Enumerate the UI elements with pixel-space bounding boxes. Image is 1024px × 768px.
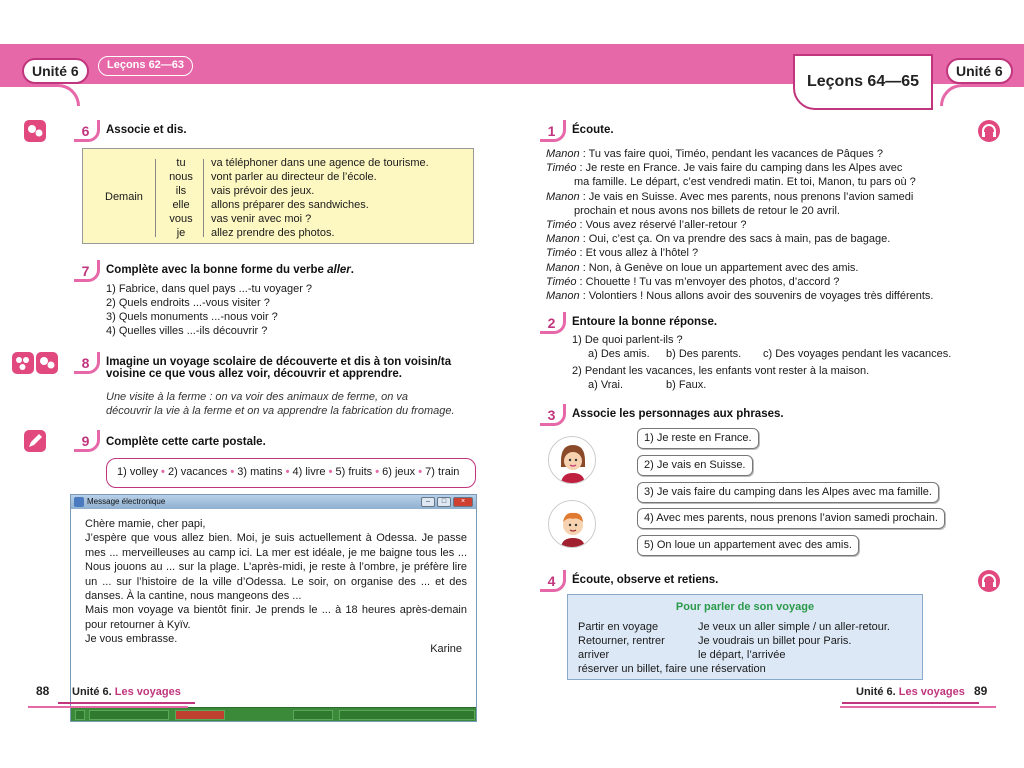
- headphones-icon: [978, 120, 1000, 142]
- demain-label: Demain: [105, 191, 143, 203]
- phrase-card[interactable]: 4) Avec mes parents, nous prenons l’avion samedi prochain.: [637, 508, 945, 529]
- status-cell: [89, 710, 169, 720]
- dialogue-line: [546, 190, 946, 204]
- exercise-4-number: 4: [540, 570, 566, 592]
- bullet: •: [375, 466, 380, 478]
- utterance: : Et vous allez à l’hôtel ?: [576, 247, 699, 260]
- maximize-icon: □: [437, 497, 451, 507]
- exercise-6-number: 6: [74, 120, 100, 142]
- word: 2) vacances: [167, 466, 228, 478]
- exercise-8-title-line: Imagine un voyage scolaire de découverte et dis à ton voisin/ta: [106, 356, 452, 368]
- exercise-6-title: Associe et dis.: [106, 124, 187, 136]
- email-titlebar: [71, 495, 476, 509]
- pronoun: tu: [176, 157, 186, 169]
- dialogue-line: [546, 175, 946, 189]
- dialogue-line: [546, 218, 946, 232]
- exercise-2-q1-option: a) Des amis.: [588, 348, 650, 360]
- footer-unit-left: [58, 682, 195, 704]
- status-cell: [75, 710, 85, 720]
- phrase-card[interactable]: 5) On loue un appartement avec des amis.: [637, 535, 859, 556]
- page-number-right: 89: [974, 684, 988, 698]
- utterance: : Oui, c’est ça. On va prendre des sacs à main, pas de bagage.: [579, 233, 891, 246]
- exercise-7-title-prefix: Complète avec la bonne forme du verbe: [106, 264, 328, 276]
- status-cell: [339, 710, 475, 720]
- email-signature: Karine: [430, 643, 462, 655]
- example-line: Une visite à la ferme : on va voir des animaux de ferme, on va: [106, 391, 409, 403]
- exercise-8-title: [106, 356, 451, 380]
- footer-unit-title: Les voyages: [114, 686, 181, 698]
- exercise-9-number: 9: [74, 430, 100, 452]
- word: 5) fruits: [335, 466, 373, 478]
- exercise-3-number: 3: [540, 404, 566, 426]
- close-icon: ×: [453, 497, 473, 507]
- headphones-icon: [978, 570, 1000, 592]
- exercise-2-q2-option: a) Vrai.: [588, 379, 624, 391]
- exercise-7-number: 7: [74, 260, 100, 282]
- pronoun: nous: [169, 171, 193, 183]
- phrase: allez prendre des photos.: [211, 227, 335, 239]
- dialogue-line: [546, 289, 946, 303]
- unit-tab-left: Unité 6: [22, 58, 89, 84]
- header-curve-left: [0, 84, 80, 106]
- vocab-item: réserver un billet, faire une réservation: [578, 663, 766, 675]
- email-line: Mais mon voyage va bientôt finir. Je prends le ... à 18 heures après-demain pour retourner à Kyïv.: [85, 604, 467, 631]
- lessons-current-title: Leçons 64—65: [793, 54, 933, 110]
- exercise-2-q1-option: b) Des parents.: [666, 348, 742, 360]
- word-bank: [106, 458, 476, 488]
- exercise-2-q2-option: b) Faux.: [666, 379, 707, 391]
- mail-app-icon: [74, 497, 84, 507]
- pronoun-column: [165, 156, 197, 240]
- utterance: : Chouette ! Tu vas m’envoyer des photos, d’accord ?: [576, 275, 840, 288]
- exercise-8-example: [106, 390, 455, 418]
- exercise-7-title-suffix: .: [350, 264, 354, 276]
- footer-unit-title: Les voyages: [898, 686, 965, 698]
- word: 3) matins: [237, 466, 283, 478]
- speaker: Timéo: [546, 219, 577, 232]
- phrase: allons préparer des sandwiches.: [211, 199, 369, 211]
- dialogue-line: [546, 147, 946, 161]
- vocab-item: Je veux un aller simple / un aller-retour.: [698, 621, 890, 633]
- dialogue-line: [546, 246, 946, 260]
- exercise-7-items: [106, 282, 312, 338]
- phrase-card[interactable]: 2) Je vais en Suisse.: [637, 455, 753, 476]
- vocab-item: le départ, l’arrivée: [698, 649, 786, 661]
- status-cell: [293, 710, 333, 720]
- vocab-item: Je voudrais un billet pour Paris.: [698, 635, 852, 647]
- pronoun: vous: [169, 213, 193, 225]
- exercise-7-title-verb: aller: [327, 264, 351, 276]
- avatar-boy: [548, 500, 596, 548]
- speaker: Timéo: [546, 162, 577, 175]
- speaker: Manon: [546, 290, 580, 303]
- email-line: Je vous embrasse.: [85, 633, 178, 646]
- utterance: : Je vais en Suisse. Avec mes parents, nous prenons l’avion samedi: [579, 190, 914, 203]
- list-item: 1) Fabrice, dans quel pays ...-tu voyager ?: [106, 283, 313, 295]
- phrase: va téléphoner dans une agence de tourisme.: [211, 157, 429, 169]
- pronoun: elle: [172, 199, 190, 211]
- header-curve-right: [940, 84, 1024, 106]
- exercise-2-number: 2: [540, 312, 566, 334]
- vocabulary-box-title: Pour parler de son voyage: [675, 601, 815, 613]
- page-number-left: 88: [36, 684, 50, 698]
- speaker: Timéo: [546, 275, 577, 288]
- speaker: Manon: [546, 148, 580, 160]
- table-divider: [203, 159, 204, 237]
- email-statusbar: [71, 707, 476, 721]
- exercise-4-title: Écoute, observe et retiens.: [572, 574, 719, 586]
- bullet: •: [418, 466, 423, 478]
- list-item: 4) Quelles villes ...-ils découvrir ?: [106, 325, 268, 337]
- exercise-1-number: 1: [540, 120, 566, 142]
- vocabulary-box: [567, 594, 923, 680]
- phrase: vais prévoir des jeux.: [211, 185, 315, 197]
- phrase: vas venir avec moi ?: [211, 213, 312, 225]
- utterance: : Non, à Genève on loue un appartement avec des amis.: [579, 261, 859, 274]
- word: 1) volley: [117, 466, 158, 478]
- pencil-icon: [24, 430, 46, 452]
- utterance: : Vous avez réservé l’aller-retour ?: [576, 219, 747, 232]
- exercise-3-title: Associe les personnages aux phrases.: [572, 408, 784, 420]
- lessons-prev-tab: Leçons 62—63: [98, 56, 193, 76]
- vocabulary-col-2: [698, 620, 890, 662]
- dialogue-line: [546, 204, 946, 218]
- footer-unit-label: Unité 6.: [72, 686, 112, 698]
- email-line: J’espère que vous allez bien. Moi, je suis actuellement à Odessa. Je passe mes ... merveilleuses au camp ici. La mer est idéale, je me baigne tous les ... Nous jouons au ... sur la plage. L’après-midi, je reste à l’ombre, je préfère lire un ... sur l’histoire de la ville d’Odessa. Le soir, on organise des ... et des danses. À la cantine, nous mangeons des ...: [85, 532, 467, 603]
- pronoun: je: [176, 227, 186, 239]
- phrase: vont parler au directeur de l’école.: [211, 171, 377, 183]
- vocab-item: arriver: [578, 649, 610, 661]
- utterance: : Tu vas faire quoi, Timéo, pendant les vacances de Pâques ?: [579, 148, 883, 160]
- footer-unit-right: [842, 682, 979, 704]
- exercise-2-q1: 1) De quoi parlent-ils ?: [572, 334, 683, 346]
- bullet: •: [285, 466, 290, 478]
- word: 4) livre: [292, 466, 326, 478]
- window-controls: [421, 497, 473, 507]
- pair-talk-icon: [36, 352, 58, 374]
- footer-line-right: [840, 706, 996, 708]
- exercise-8-number: 8: [74, 352, 100, 374]
- pronoun: ils: [175, 185, 187, 197]
- bullet: •: [161, 466, 165, 478]
- exercise-2-title: Entoure la bonne réponse.: [572, 316, 718, 328]
- exercise-2-q2: 2) Pendant les vacances, les enfants vont rester à la maison.: [572, 365, 870, 377]
- bullet: •: [328, 466, 333, 478]
- phrase-card[interactable]: 1) Je reste en France.: [637, 428, 759, 449]
- utterance: : Volontiers ! Nous allons avoir des souvenirs de voyages très différents.: [579, 290, 934, 303]
- dialogue-line: [546, 232, 946, 246]
- speaker: Manon: [546, 233, 580, 246]
- status-cell: [175, 710, 225, 720]
- word: 7) train: [425, 466, 460, 478]
- vocab-item: Retourner, rentrer: [578, 635, 665, 647]
- utterance: : Je reste en France. Je vais faire du camping dans les Alpes avec: [576, 162, 903, 175]
- example-line: découvrir la vie à la ferme et on va apprendre la fabrication du fromage.: [106, 405, 455, 417]
- speaker: Timéo: [546, 247, 577, 260]
- group-talk-icon: [12, 352, 34, 374]
- email-body: [85, 517, 467, 647]
- dialogue-line: [546, 161, 946, 175]
- textbook-spread: [0, 44, 1024, 724]
- list-item: 2) Quels endroits ...-vous visiter ?: [106, 297, 270, 309]
- email-line: Chère mamie, cher papi,: [85, 518, 206, 530]
- utterance: ma famille. Le départ, c’est vendredi matin. Et toi, Manon, tu pars où ?: [574, 176, 916, 189]
- footer-unit-label: Unité 6.: [856, 686, 896, 698]
- dialogue-line: [546, 261, 946, 275]
- phrase-column: [211, 156, 429, 240]
- exercise-9-title: Complète cette carte postale.: [106, 436, 266, 448]
- exercise-8-title-line: voisine ce que vous allez voir, découvrir et apprendre.: [106, 368, 402, 380]
- exercise-2-q1-option: c) Des voyages pendant les vacances.: [763, 348, 952, 360]
- speaker: Manon: [546, 190, 580, 203]
- footer-line-left: [28, 706, 188, 708]
- avatar-girl: [548, 436, 596, 484]
- utterance: prochain et nous avons nos billets de retour le 20 avril.: [574, 204, 840, 217]
- unit-tab-right: Unité 6: [946, 58, 1013, 84]
- exercise-1-title: Écoute.: [572, 124, 614, 136]
- phrase-card[interactable]: 3) Je vais faire du camping dans les Alpes avec ma famille.: [637, 482, 939, 503]
- dialogue-line: [546, 275, 946, 289]
- pair-talk-icon: [24, 120, 46, 142]
- dialogue: [546, 147, 946, 303]
- speaker: Manon: [546, 261, 580, 274]
- table-divider: [155, 159, 156, 237]
- vocab-item: Partir en voyage: [578, 621, 659, 633]
- exercise-6-table: [82, 148, 474, 244]
- list-item: 3) Quels monuments ...-nous voir ?: [106, 311, 278, 323]
- bullet: •: [230, 466, 235, 478]
- exercise-7-title: [106, 264, 354, 276]
- word: 6) jeux: [382, 466, 416, 478]
- minimize-icon: –: [421, 497, 435, 507]
- email-window-title: Message électronique: [87, 497, 166, 506]
